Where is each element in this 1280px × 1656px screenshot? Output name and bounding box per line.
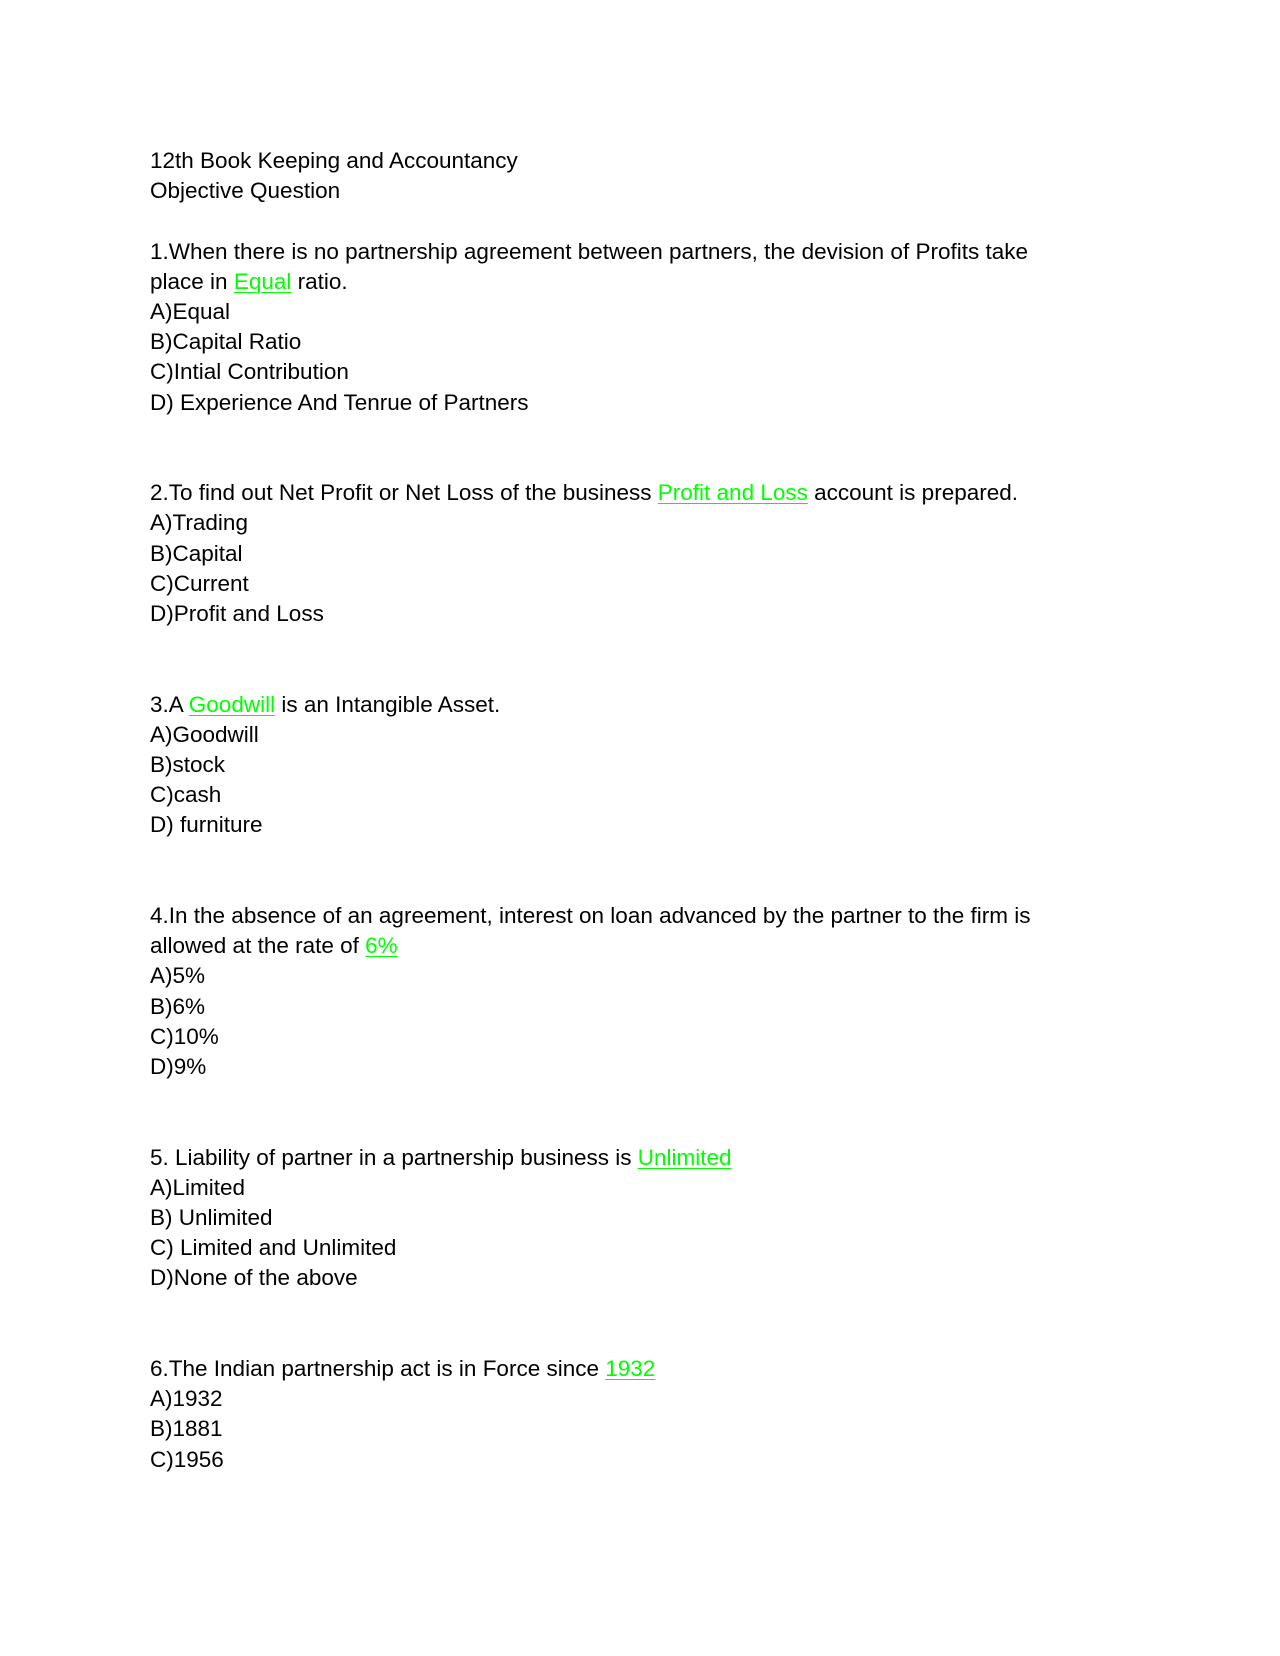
- question-2-option-a: A)Trading: [150, 510, 248, 536]
- question-5-option-a: A)Limited: [150, 1174, 246, 1200]
- question-2-stem: 2.To find out Net Profit or Net Loss of the business: [150, 480, 658, 506]
- question-4-option-b: B)6%: [150, 993, 206, 1019]
- question-1-option-d: D) Experience And Tenrue of Partners: [150, 389, 529, 415]
- question-3-text: [150, 690, 1130, 720]
- spacer: [150, 841, 1130, 901]
- question-5-option-c: C) Limited and Unlimited: [150, 1235, 397, 1261]
- document-subtitle: Objective Question: [150, 178, 341, 204]
- question-4: [150, 901, 1130, 1082]
- question-1-option-b: B)Capital Ratio: [150, 329, 302, 355]
- question-4-option-a: A)5%: [150, 963, 206, 989]
- document-title: 12th Book Keeping and Accountancy: [150, 148, 518, 173]
- question-3-option-c: C)cash: [150, 782, 222, 808]
- question-6-option-b: B)1881: [150, 1416, 223, 1442]
- question-2-stem-end: account is prepared.: [807, 480, 1018, 506]
- question-1-stem: 1.When there is no partnership agreement between partners, the devision of Profits take place in: [150, 238, 1028, 294]
- question-4-stem: 4.In the absence of an agreement, interest on loan advanced by the partner to the firm is allowed at the rate of: [150, 903, 1031, 959]
- question-6: [150, 1354, 1130, 1475]
- spacer: [150, 206, 1130, 236]
- question-2-answer: Profit and Loss: [657, 480, 808, 506]
- spacer: [150, 1082, 1130, 1142]
- question-3: [150, 690, 1130, 841]
- question-4-text: [150, 901, 1050, 961]
- question-6-option-c: C)1956: [150, 1446, 224, 1472]
- question-1-answer: Equal: [233, 268, 292, 294]
- question-4-option-d: D)9%: [150, 1054, 207, 1080]
- spacer: [150, 418, 1130, 478]
- question-4-option-c: C)10%: [150, 1023, 219, 1049]
- question-6-stem: 6.The Indian partnership act is in Force since: [150, 1356, 606, 1382]
- question-3-answer: Goodwill: [188, 691, 276, 717]
- question-1-option-a: A)Equal: [150, 299, 231, 324]
- question-2-text: [150, 478, 1130, 508]
- question-5: [150, 1143, 1130, 1294]
- question-1-option-c: C)Intial Contribution: [150, 359, 349, 385]
- question-3-stem: 3.A: [150, 691, 189, 717]
- question-6-answer: 1932: [605, 1356, 656, 1382]
- question-5-option-b: B) Unlimited: [150, 1205, 273, 1231]
- question-3-option-a: A)Goodwill: [150, 721, 259, 747]
- question-3-option-d: D) furniture: [150, 812, 263, 838]
- question-1-text: [150, 237, 1070, 297]
- question-2-option-d: D)Profit and Loss: [150, 601, 324, 627]
- question-3-stem-end: is an Intangible Asset.: [275, 691, 501, 717]
- question-2-option-b: B)Capital: [150, 540, 243, 566]
- question-5-option-d: D)None of the above: [150, 1265, 358, 1291]
- spacer: [150, 629, 1130, 689]
- question-5-answer: Unlimited: [637, 1144, 732, 1170]
- question-2: [150, 478, 1130, 629]
- question-2-option-c: C)Current: [150, 570, 249, 596]
- question-1-stem-end: ratio.: [291, 268, 348, 294]
- question-1: [150, 237, 1130, 418]
- question-4-answer: 6%: [365, 933, 398, 959]
- spacer: [150, 1294, 1130, 1354]
- document-page: [150, 146, 1130, 1475]
- question-5-text: [150, 1143, 1130, 1173]
- question-6-text: [150, 1354, 1130, 1384]
- question-5-stem: 5. Liability of partner in a partnership business is: [150, 1144, 638, 1170]
- question-3-option-b: B)stock: [150, 752, 226, 778]
- question-6-option-a: A)1932: [150, 1386, 223, 1412]
